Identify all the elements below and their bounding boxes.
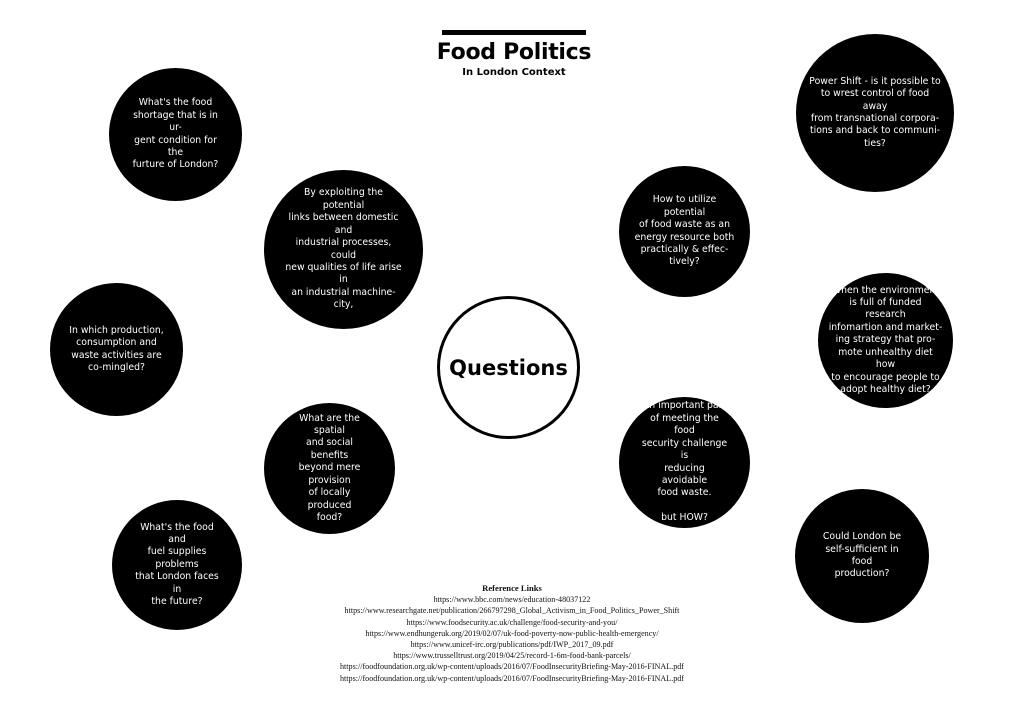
question-bubble-food-shortage: [109, 68, 242, 201]
page-subtitle: In London Context: [462, 67, 566, 78]
question-text: When the environment is full of funded research infomartion and market- ing strategy that pro- mote unhealthy diet how to encourage people to adopt healthy diet?: [828, 284, 943, 395]
reference-link[interactable]: https://www.researchgate.net/publication/266797298_Global_Activism_in_Food_Politics_Power_Shift: [344, 606, 680, 616]
question-bubble-domestic-industrial: [264, 170, 423, 329]
question-text: How to utilize potential of food waste as an energy resource both practically & effec- tively?: [634, 194, 735, 268]
question-bubble-self-sufficient: [795, 489, 929, 623]
reference-link[interactable]: https://www.foodsecurity.ac.uk/challenge/food-security-and-you/: [406, 617, 618, 627]
question-bubble-food-fuel: [112, 500, 242, 630]
question-text: What's the food shortage that is in ur- gent condition for the furture of London?: [132, 97, 219, 171]
reference-links-title: Reference Links: [482, 583, 542, 593]
question-bubble-co-mingled: [50, 283, 183, 416]
question-text: By exploiting the potential links between domestic and industrial processes, could new qualities of life arise in an industrial machine-city,: [285, 187, 402, 311]
reference-link[interactable]: https://www.bbc.com/news/education-48037122: [433, 595, 591, 605]
question-text: In which production, consumption and waste activities are co-mingled?: [69, 324, 164, 373]
reference-link[interactable]: https://www.unicef-irc.org/publications/pdf/IWP_2017_09.pdf: [410, 640, 614, 650]
center-questions-circle: [437, 296, 580, 439]
center-label: Questions: [449, 355, 568, 380]
question-text: Could London be self-sufficient in food production?: [822, 531, 902, 580]
question-text: An important part of meeting the food security challenge is reducing avoidable food waste. but HOW?: [641, 400, 728, 524]
question-bubble-spatial-social: [264, 403, 395, 534]
question-bubble-healthy-diet: [818, 273, 953, 408]
reference-link[interactable]: https://foodfoundation.org.uk/wp-content/uploads/2016/07/FoodInsecurityBriefing-May-2016-FINAL.pdf: [339, 673, 685, 683]
question-bubble-power-shift: [796, 34, 954, 192]
question-bubble-food-waste-energy: [619, 166, 750, 297]
reference-link[interactable]: https://www.endhungeruk.org/2019/02/07/uk-food-poverty-now-public-health-emergency/: [365, 628, 659, 638]
reference-link[interactable]: https://www.trusselltrust.org/2019/04/25/record-1-6m-food-bank-parcels/: [393, 651, 631, 661]
page-title: Food Politics: [436, 40, 592, 65]
reference-links-section: [280, 583, 744, 684]
question-text: Power Shift - is it possible to to wrest control of food away from transnational corpora- tions and back to communi- ties?: [809, 75, 941, 149]
question-text: What's the food and fuel supplies problems that London faces in the future?: [135, 521, 219, 608]
question-text: What are the spatial and social benefits beyond mere provision of locally produced food?: [298, 412, 361, 523]
question-bubble-avoidable-waste: [619, 397, 750, 528]
reference-link[interactable]: https://foodfoundation.org.uk/wp-content/uploads/2016/07/FoodInsecurityBriefing-May-2016-FINAL.pdf: [339, 662, 685, 672]
title-bar-decoration: [442, 30, 586, 35]
